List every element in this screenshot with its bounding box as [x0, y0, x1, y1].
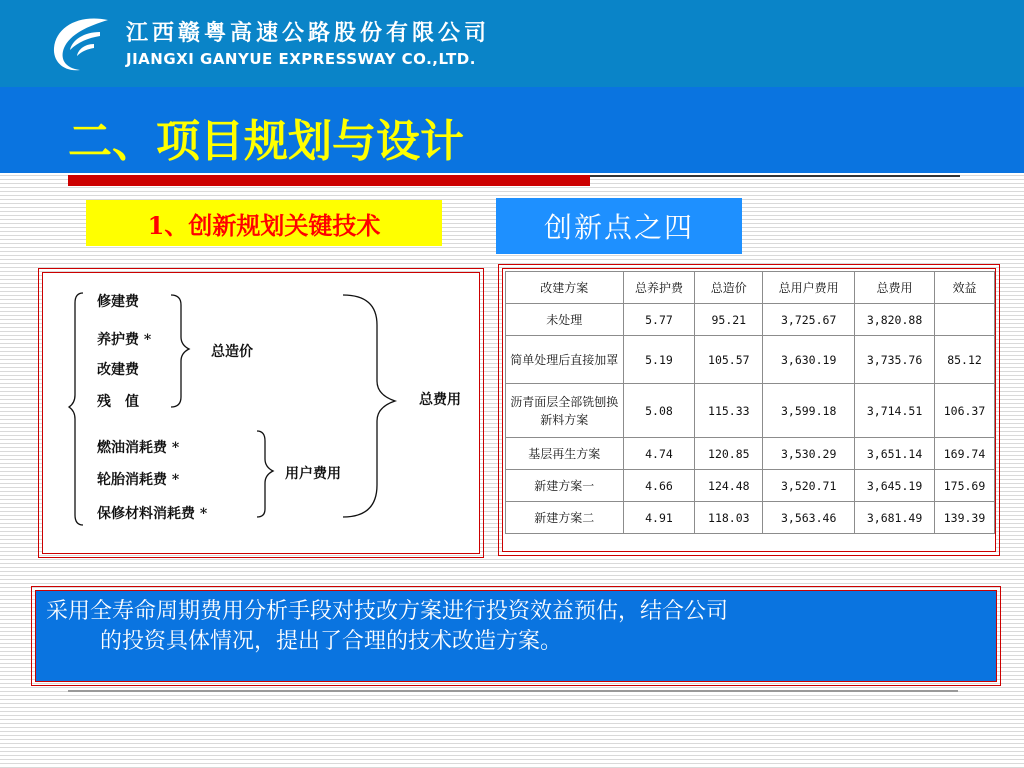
table-cell: 3,714.51	[855, 384, 935, 438]
page-title: 二、项目规划与设计	[68, 116, 464, 167]
diagram-item: 保修材料消耗费 *	[97, 506, 208, 522]
table-row	[506, 438, 995, 470]
column-header: 总养护费	[623, 272, 695, 304]
table-cell: 118.03	[695, 502, 763, 534]
group-label-user-cost: 用户费用	[285, 466, 341, 482]
cost-structure-diagram	[42, 272, 480, 554]
company-logo-icon	[50, 14, 112, 74]
diagram-item: 轮胎消耗费 *	[97, 472, 180, 488]
group-label-total-cost: 总造价	[211, 344, 253, 360]
table-cell: 3,735.76	[855, 336, 935, 384]
table-cell: 169.74	[935, 438, 995, 470]
table-cell: 基层再生方案	[506, 438, 624, 470]
column-header: 总费用	[855, 272, 935, 304]
table-cell: 124.48	[695, 470, 763, 502]
table-cell: 3,563.46	[763, 502, 855, 534]
section-subtitle: 1、创新规划关键技术	[86, 200, 442, 246]
diagram-item: 养护费 *	[97, 332, 152, 348]
table-cell: 5.77	[623, 304, 695, 336]
table-cell: 简单处理后直接加罩	[506, 336, 624, 384]
cost-comparison-panel	[502, 268, 996, 552]
table-cell: 未处理	[506, 304, 624, 336]
table-cell: 85.12	[935, 336, 995, 384]
diagram-item: 修建费	[97, 294, 139, 310]
table-cell: 新建方案一	[506, 470, 624, 502]
table-row	[506, 304, 995, 336]
cost-comparison-table	[505, 271, 995, 534]
table-row	[506, 502, 995, 534]
table-cell: 106.37	[935, 384, 995, 438]
table-cell: 3,530.29	[763, 438, 855, 470]
table-cell: 3,725.67	[763, 304, 855, 336]
summary-line: 采用全寿命周期费用分析手段对技改方案进行投资效益预估，结合公司	[46, 599, 729, 624]
table-cell: 95.21	[695, 304, 763, 336]
table-cell: 5.19	[623, 336, 695, 384]
table-cell: 4.74	[623, 438, 695, 470]
table-cell: 3,681.49	[855, 502, 935, 534]
group-label-grand-total: 总费用	[419, 392, 461, 408]
summary-box	[35, 590, 997, 682]
table-cell: 115.33	[695, 384, 763, 438]
table-cell: 3,520.71	[763, 470, 855, 502]
table-row	[506, 384, 995, 438]
column-header: 总用户费用	[763, 272, 855, 304]
table-cell: 3,651.14	[855, 438, 935, 470]
table-cell: 4.91	[623, 502, 695, 534]
table-cell	[935, 304, 995, 336]
table-cell: 3,630.19	[763, 336, 855, 384]
company-header	[0, 0, 1024, 87]
column-header: 总造价	[695, 272, 763, 304]
column-header: 改建方案	[506, 272, 624, 304]
table-cell: 沥青面层全部铣刨换新料方案	[506, 384, 624, 438]
table-cell: 3,599.18	[763, 384, 855, 438]
diagram-item: 改建费	[97, 362, 139, 378]
table-cell: 5.08	[623, 384, 695, 438]
table-cell: 3,820.88	[855, 304, 935, 336]
innovation-badge: 创新点之四	[496, 198, 742, 254]
table-row	[506, 470, 995, 502]
company-name-en: JIANGXI GANYUE EXPRESSWAY CO.,LTD.	[126, 50, 476, 68]
table-cell: 105.57	[695, 336, 763, 384]
table-header-row	[506, 272, 995, 304]
diagram-item: 燃油消耗费 *	[97, 440, 180, 456]
title-rule	[590, 175, 960, 177]
title-underline	[68, 175, 590, 186]
column-header: 效益	[935, 272, 995, 304]
company-name-cn: 江西赣粤高速公路股份有限公司	[126, 21, 491, 46]
table-row	[506, 336, 995, 384]
table-cell: 3,645.19	[855, 470, 935, 502]
table-cell: 175.69	[935, 470, 995, 502]
table-cell: 139.39	[935, 502, 995, 534]
footer-rule	[68, 690, 958, 692]
summary-line: 的投资具体情况，提出了合理的技术改造方案。	[100, 629, 563, 654]
table-cell: 4.66	[623, 470, 695, 502]
diagram-item: 残 值	[97, 394, 139, 410]
table-cell: 120.85	[695, 438, 763, 470]
table-cell: 新建方案二	[506, 502, 624, 534]
